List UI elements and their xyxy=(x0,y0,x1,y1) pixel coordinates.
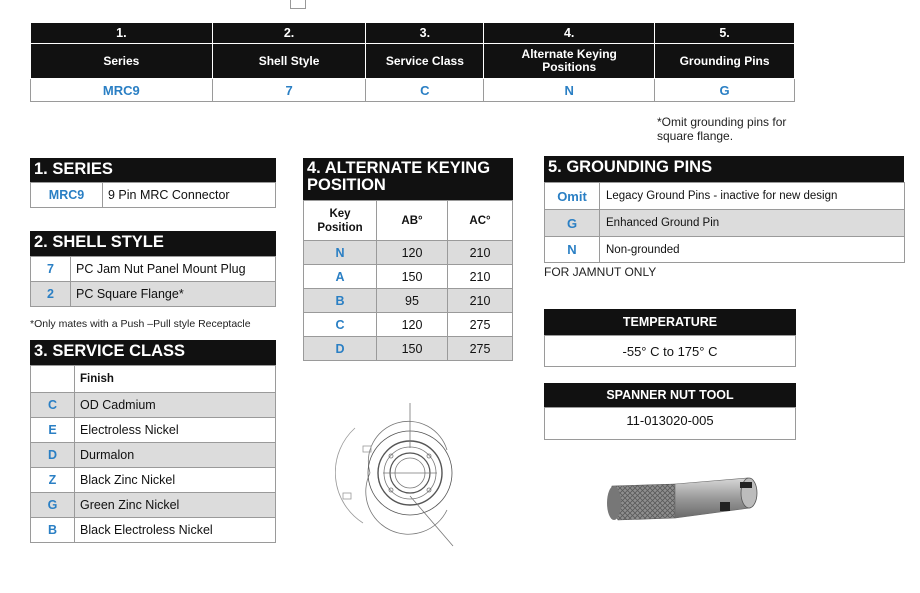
service-class-table xyxy=(30,365,276,543)
code-value: G xyxy=(655,79,795,102)
grounding-desc: Enhanced Ground Pin xyxy=(600,210,905,237)
shell-desc: PC Jam Nut Panel Mount Plug xyxy=(71,257,276,282)
key-position: C xyxy=(304,313,377,337)
code-value: 7 xyxy=(212,79,366,102)
service-desc: OD Cadmium xyxy=(75,393,276,418)
table-row xyxy=(31,282,276,307)
shell-code: 2 xyxy=(31,282,71,307)
table-row xyxy=(304,265,513,289)
table-row xyxy=(304,289,513,313)
ac-angle: 210 xyxy=(448,289,513,313)
service-code: B xyxy=(31,518,75,543)
ac-angle: 275 xyxy=(448,337,513,361)
service-desc: Black Electroless Nickel xyxy=(75,518,276,543)
series-table xyxy=(30,182,276,208)
table-row xyxy=(31,393,276,418)
ab-angle: 150 xyxy=(377,337,448,361)
table-row xyxy=(545,183,905,210)
service-code: D xyxy=(31,443,75,468)
spanner-title: SPANNER NUT TOOL xyxy=(544,383,796,407)
table-row xyxy=(304,313,513,337)
key-position: A xyxy=(304,265,377,289)
service-desc: Black Zinc Nickel xyxy=(75,468,276,493)
ac-angle: 275 xyxy=(448,313,513,337)
grounding-omit-note: *Omit grounding pins for square flange. xyxy=(657,115,787,143)
table-row xyxy=(31,468,276,493)
col-number: 5. xyxy=(655,23,795,44)
table-row xyxy=(545,210,905,237)
table-row xyxy=(31,518,276,543)
table-row xyxy=(31,443,276,468)
table-row xyxy=(545,237,905,263)
temperature-title: TEMPERATURE xyxy=(544,309,796,335)
grounding-code: Omit xyxy=(545,183,600,210)
ab-angle: 120 xyxy=(377,313,448,337)
service-class-title: 3. SERVICE CLASS xyxy=(30,340,276,365)
table-row xyxy=(31,493,276,518)
series-desc: 9 Pin MRC Connector xyxy=(103,183,276,208)
service-desc: Green Zinc Nickel xyxy=(75,493,276,518)
ab-angle: 120 xyxy=(377,241,448,265)
key-position: D xyxy=(304,337,377,361)
shell-style-note: *Only mates with a Push –Pull style Receptacle xyxy=(30,318,251,330)
key-position: B xyxy=(304,289,377,313)
spanner-tool-image xyxy=(600,458,770,533)
spanner-part-number: 11-013020-005 xyxy=(544,407,796,440)
col-number: 1. xyxy=(31,23,213,44)
col-number: 2. xyxy=(212,23,366,44)
ac-angle: 210 xyxy=(448,241,513,265)
service-code: G xyxy=(31,493,75,518)
finish-header: Finish xyxy=(75,366,276,393)
table-row xyxy=(31,183,276,208)
grounding-title: 5. GROUNDING PINS xyxy=(544,156,904,182)
table-row xyxy=(304,241,513,265)
grounding-code: G xyxy=(545,210,600,237)
table-row xyxy=(31,418,276,443)
ab-angle: 150 xyxy=(377,265,448,289)
key-position-header: Key Position xyxy=(304,201,377,241)
keying-table xyxy=(303,200,513,361)
col-header: Grounding Pins xyxy=(655,44,795,79)
table-header-row xyxy=(304,201,513,241)
keying-diagram xyxy=(335,398,475,553)
shell-style-table xyxy=(30,256,276,307)
checkbox[interactable] xyxy=(290,0,306,9)
service-code: Z xyxy=(31,468,75,493)
service-code: C xyxy=(31,393,75,418)
service-desc: Durmalon xyxy=(75,443,276,468)
key-position: N xyxy=(304,241,377,265)
col-header: Shell Style xyxy=(212,44,366,79)
table-header-row xyxy=(31,366,276,393)
series-code: MRC9 xyxy=(31,183,103,208)
code-value: N xyxy=(484,79,655,102)
keying-title: 4. ALTERNATE KEYING POSITION xyxy=(303,158,513,200)
table-row xyxy=(31,257,276,282)
col-header: Series xyxy=(31,44,213,79)
ab-header: AB° xyxy=(377,201,448,241)
part-number-code-table xyxy=(30,23,795,102)
col-header: Alternate Keying Positions xyxy=(484,44,655,79)
shell-style-title: 2. SHELL STYLE xyxy=(30,231,276,256)
grounding-table xyxy=(544,182,905,263)
shell-desc: PC Square Flange* xyxy=(71,282,276,307)
grounding-desc: Legacy Ground Pins - inactive for new design xyxy=(600,183,905,210)
ac-angle: 210 xyxy=(448,265,513,289)
grounding-desc: Non-grounded xyxy=(600,237,905,263)
code-value: MRC9 xyxy=(31,79,213,102)
col-header: Service Class xyxy=(366,44,484,79)
col-number: 4. xyxy=(484,23,655,44)
temperature-value: -55° C to 175° C xyxy=(544,335,796,367)
service-code: E xyxy=(31,418,75,443)
col-number: 3. xyxy=(366,23,484,44)
ac-header: AC° xyxy=(448,201,513,241)
code-value: C xyxy=(366,79,484,102)
service-desc: Electroless Nickel xyxy=(75,418,276,443)
series-title: 1. SERIES xyxy=(30,158,276,182)
grounding-code: N xyxy=(545,237,600,263)
table-row xyxy=(304,337,513,361)
shell-code: 7 xyxy=(31,257,71,282)
ab-angle: 95 xyxy=(377,289,448,313)
jamnut-note: FOR JAMNUT ONLY xyxy=(544,265,657,279)
